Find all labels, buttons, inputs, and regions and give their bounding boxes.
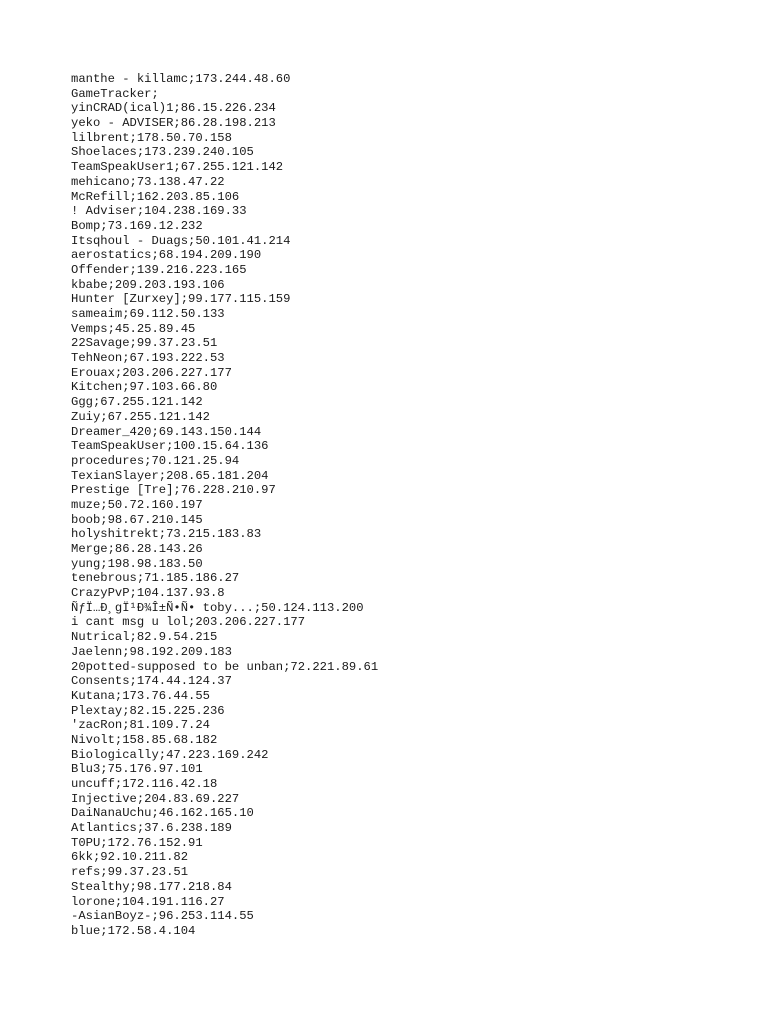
text-line: DaiNanaUchu;46.162.165.10 (71, 806, 254, 821)
text-line: 'zacRon;81.109.7.24 (71, 718, 210, 733)
text-line: Stealthy;98.177.218.84 (71, 879, 232, 894)
text-line: holyshitrekt;73.215.183.83 (71, 527, 262, 542)
text-line: Injective;204.83.69.227 (71, 791, 240, 806)
text-line: muze;50.72.160.197 (71, 497, 203, 512)
text-line: Atlantics;37.6.238.189 (71, 821, 232, 836)
text-line: lilbrent;178.50.70.158 (71, 130, 232, 145)
text-line: procedures;70.121.25.94 (71, 453, 240, 468)
text-line: Plextay;82.15.225.236 (71, 703, 225, 718)
text-line: Erouax;203.206.227.177 (71, 365, 232, 380)
text-line: Biologically;47.223.169.242 (71, 747, 269, 762)
text-line: i cant msg u lol;203.206.227.177 (71, 615, 306, 630)
text-line: uncuff;172.116.42.18 (71, 777, 218, 791)
text-line: McRefill;162.203.85.106 (71, 189, 240, 204)
text-line: Offender;139.216.223.165 (71, 262, 247, 277)
text-line: Dreamer_420;69.143.150.144 (71, 424, 262, 439)
text-line: mehicano;73.138.47.22 (71, 174, 225, 189)
text-line: 6kk;92.10.211.82 (71, 850, 189, 865)
text-line: GameTracker; (71, 86, 159, 101)
text-line: CrazyPvP;104.137.93.8 (71, 586, 225, 601)
text-line: Nutrical;82.9.54.215 (71, 630, 218, 645)
text-line: Kitchen;97.103.66.80 (71, 380, 218, 395)
text-line: Shoelaces;173.239.240.105 (71, 145, 254, 160)
text-line: refs;99.37.23.51 (71, 865, 189, 880)
text-line: Ggg;67.255.121.142 (71, 395, 203, 410)
text-line: Prestige [Tre];76.228.210.97 (71, 483, 276, 498)
text-line: manthe - killamc;173.244.48.60 (71, 72, 291, 86)
text-line: lorone;104.191.116.27 (71, 894, 225, 909)
text-line: blue;172.58.4.104 (71, 923, 196, 938)
text-line: sameaim;69.112.50.133 (71, 307, 225, 321)
text-line: Itsqhoul - Duags;50.101.41.214 (71, 233, 291, 248)
text-line: tenebrous;71.185.186.27 (71, 571, 240, 586)
text-line: Nivolt;158.85.68.182 (71, 732, 218, 747)
text-line: ! Adviser;104.238.169.33 (71, 204, 247, 219)
text-lines (71, 72, 378, 939)
text-line: Hunter [Zurxey];99.177.115.159 (71, 292, 291, 307)
text-line: 20potted-supposed to be unban;72.221.89.61 (71, 659, 379, 674)
text-line: kbabe;209.203.193.106 (71, 277, 225, 292)
text-line: Jaelenn;98.192.209.183 (71, 644, 232, 659)
text-line: Blu3;75.176.97.101 (71, 762, 203, 777)
text-line: T0PU;172.76.152.91 (71, 835, 203, 850)
text-line: Consents;174.44.124.37 (71, 674, 232, 689)
text-line: Merge;86.28.143.26 (71, 542, 203, 556)
text-line: TexianSlayer;208.65.181.204 (71, 468, 269, 483)
text-line: yung;198.98.183.50 (71, 556, 203, 571)
text-line: TeamSpeakUser1;67.255.121.142 (71, 160, 284, 175)
text-line: Kutana;173.76.44.55 (71, 688, 210, 703)
text-line: yeko - ADVISER;86.28.198.213 (71, 116, 276, 131)
text-line: Bomp;73.169.12.232 (71, 218, 203, 233)
text-line: 22Savage;99.37.23.51 (71, 336, 218, 351)
text-line: -AsianBoyz-;96.253.114.55 (71, 909, 254, 924)
text-line: Zuiy;67.255.121.142 (71, 409, 210, 424)
text-line: boob;98.67.210.145 (71, 512, 203, 527)
text-line: yinCRAD(ical)1;86.15.226.234 (71, 101, 276, 116)
text-line: ÑƒÏ…Ð¸gÏ¹Ð¾Î±Ñ•Ñ• toby...;50.124.113.200 (71, 600, 364, 615)
text-line: TehNeon;67.193.222.53 (71, 351, 225, 366)
text-line: aerostatics;68.194.209.190 (71, 248, 262, 263)
text-line: TeamSpeakUser;100.15.64.136 (71, 439, 269, 454)
text-line: Vemps;45.25.89.45 (71, 321, 196, 336)
